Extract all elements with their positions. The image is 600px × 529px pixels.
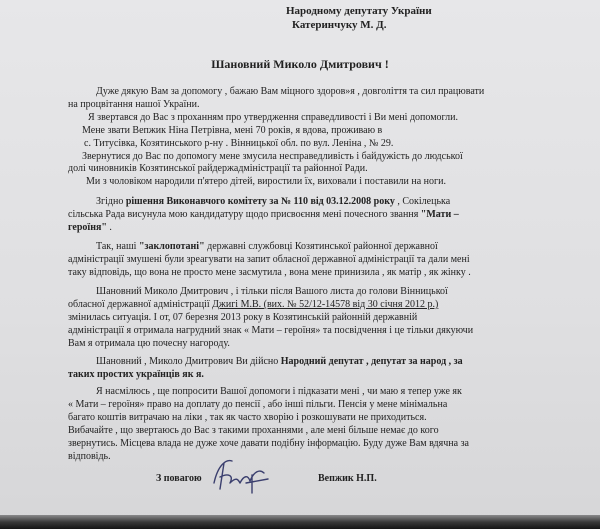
- paragraph-7-line-1: Я насмілюсь , ще попросити Вашої допомоги і підказати мені , чи маю я тепер уже як: [96, 386, 462, 397]
- paragraph-2-line-5: долі чиновників Козятинської райдержадміністрації та районної Ради.: [68, 163, 368, 174]
- paragraph-6-line-1: [96, 356, 463, 368]
- decision-prefix: Згідно: [96, 196, 126, 207]
- paragraph-1-line-2: на процвітання нашої України.: [68, 99, 200, 110]
- decision-reference: рішення Виконавчого комітету за № 110 від 03.12.2008 року: [125, 196, 395, 207]
- paragraph-2-line-2: Мене звати Вепжик Ніна Петрівна, мені 70 років, я вдова, проживаю в: [82, 125, 383, 136]
- paragraph-7-line-6: відповідь.: [68, 451, 111, 462]
- deputy-praise-end: таких простих українців як я.: [68, 369, 204, 380]
- title-mother-heroine-start: "Мати –: [420, 209, 459, 220]
- paragraph-6-line-2: [68, 369, 204, 381]
- paragraph-2-line-4: Звернутися до Вас по допомогу мене змусила несправедливість і байдужість до людської: [82, 151, 463, 162]
- paragraph-5-line-4: адміністрації я отримала нагрудний знак « Мати – героїня» та посвідчення і це тільки дякуючи: [68, 325, 474, 336]
- title-mother-heroine-end: героїня": [68, 222, 107, 233]
- paragraph-4-line-1: [96, 241, 438, 253]
- paragraph-7-line-5: звернутись. Місцева влада не дуже хоче давати подібну інформацію. Буду дуже Вам вдячна за: [68, 438, 469, 449]
- paragraph-5-line-2: [68, 299, 438, 311]
- paragraph-7-line-3: багато коштів витрачаю на ліки , так як часто хворію і розкошувати не приходиться.: [68, 412, 427, 423]
- closing-regards: З повагою: [156, 473, 202, 484]
- paragraph-5-line-5: Вам я отримала цю почесну нагороду.: [68, 338, 230, 349]
- salutation: Шановний Миколо Дмитрович !: [211, 57, 389, 71]
- nomination-text: сільська Рада висунула мою кандидатуру щодо присвоєння мені почесного звання: [68, 209, 421, 220]
- paragraph-4-line-2: адміністрації змушені були зреагувати на запит обласної державної адміністрації та дали мені: [68, 254, 470, 265]
- paragraph-5-line-1: Шановний Миколо Дмитрович , і тільки після Вашого листа до голови Вінницької: [96, 286, 448, 297]
- paragraph-7-line-4: Вибачайте , що звертаюсь до Вас з такими проханнями , але мені більше немає до кого: [68, 425, 439, 436]
- paragraph-3-end: .: [106, 222, 112, 233]
- letter-reference: Джигі М.В. (вих. № 52/12-14578 від 30 січня 2012 р.): [212, 299, 439, 310]
- deputy-praise: Народний депутат , депутат за народ , за: [280, 356, 463, 367]
- paragraph-2-line-6: Ми з чоловіком народили п'ятеро дітей, виростили їх, виховали і поставили на ноги.: [86, 176, 446, 187]
- paragraph-3-line-2: [68, 209, 459, 221]
- paragraph-5-line-3: змінилась ситуація. І от, 07 березня 2013 року в Козятинській районній державній: [68, 312, 418, 323]
- paragraph-5-prefix: обласної державної адміністрації: [68, 299, 213, 310]
- monitor-edge: [0, 515, 600, 529]
- closing-name: Вепжик Н.П.: [318, 473, 377, 484]
- paragraph-3-line-3: [68, 222, 112, 234]
- officials-quote: "заклопотані": [138, 241, 205, 252]
- paragraph-1-line-1: Дуже дякую Вам за допомогу , бажаю Вам міцного здоров»я , довголіття та сил працювати: [96, 86, 485, 97]
- handwritten-signature: [208, 453, 276, 497]
- paragraph-4-line-3: таку відповідь, що вона не просто мене засмутила , вона мене принизила , як матір , як жінку .: [68, 267, 471, 278]
- addressee-line-2: Катеринчуку М. Д.: [292, 19, 387, 31]
- paragraph-6-prefix: Шановний , Миколо Дмитрович Ви дійсно: [96, 356, 281, 367]
- addressee-block: [286, 4, 432, 32]
- paragraph-4-rest: державні службовці Козятинської районної державної: [204, 241, 438, 252]
- decision-suffix: , Сокілецька: [394, 196, 451, 207]
- paragraph-2-line-3: с. Титусівка, Козятинського р-ну . Вінницької обл. по вул. Леніна , № 29.: [84, 138, 394, 149]
- paragraph-4-prefix: Так, наші: [96, 241, 139, 252]
- paragraph-7-line-2: « Мати – героїня» право на доплату до пенсії , або інші пільги. Пенсія у мене мінімальна: [68, 399, 448, 410]
- paragraph-2-line-1: Я звертався до Вас з проханням про утвердження справедливості і Ви мені допомогли.: [88, 112, 458, 123]
- addressee-line-1: Народному депутату України: [286, 5, 432, 17]
- paragraph-3-line-1: [96, 196, 450, 208]
